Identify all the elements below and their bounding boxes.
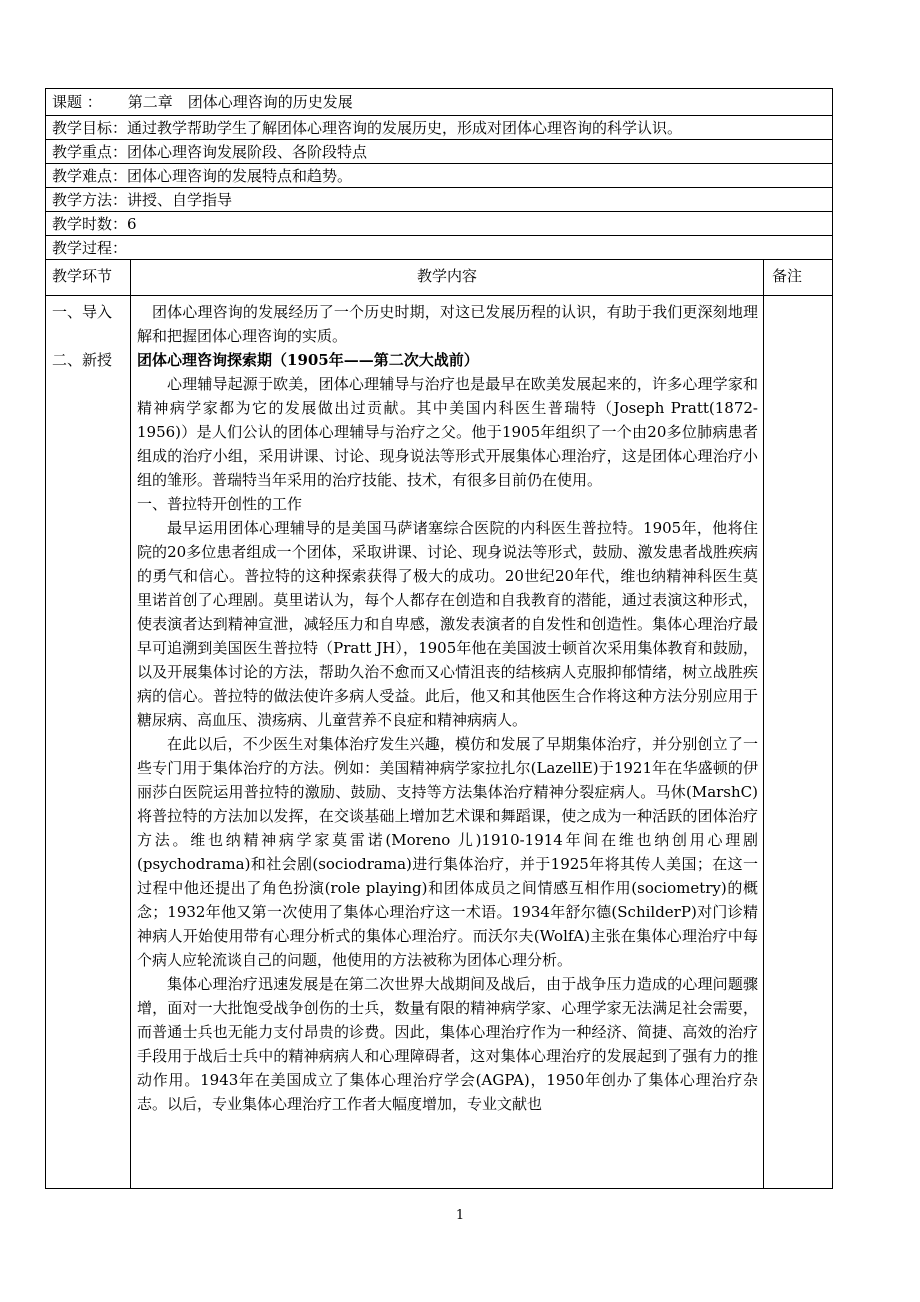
section-heading: 团体心理咨询探索期（1905年——第二次大战前） bbox=[137, 351, 479, 369]
topic-label: 课题 ： bbox=[52, 93, 102, 111]
paragraph-1: 心理辅导起源于欧美，团体心理辅导与治疗也是最早在欧美发展起来的，许多心理学家和精神病学家都为它的发展做出过贡献。其中美国内科医生普瑞特（Joseph Pratt(1872-1956)）是人们公认的团体心理辅导与治疗之父。他于1905年组织了一个由20多位肺病患者组成的治疗小组，采用讲课、讨论、现身说法等形式开展集体心理治疗，这是团体心理治疗小组的雏形。普瑞特当年采用的治疗技能、技术，有很多目前仍在使用。 bbox=[137, 375, 758, 489]
stage-intro: 一、导入 bbox=[52, 303, 113, 321]
key-points-row: 教学重点：团体心理咨询发展阶段、各阶段特点 bbox=[46, 140, 832, 164]
stage-new-lesson: 二、新授 bbox=[52, 351, 113, 369]
col-header-content: 教学内容 bbox=[131, 260, 764, 295]
hours-row: 教学时数：6 bbox=[46, 212, 832, 236]
page-number: 1 bbox=[455, 1208, 465, 1223]
stage-cell bbox=[46, 296, 131, 1188]
goal-row: 教学目标：通过教学帮助学生了解团体心理咨询的发展历史，形成对团体心理咨询的科学认识。 bbox=[46, 116, 832, 140]
content-row bbox=[46, 296, 832, 1188]
column-header-row bbox=[46, 260, 832, 296]
difficulties-row: 教学难点：团体心理咨询的发展特点和趋势。 bbox=[46, 164, 832, 188]
paragraph-3: 在此以后，不少医生对集体治疗发生兴趣，模仿和发展了早期集体治疗，并分别创立了一些专门用于集体治疗的方法。例如：美国精神病学家拉扎尔(LazellE)于1921年在华盛顿的伊丽莎白医院运用普拉特的激励、鼓励、支持等方法集体治疗精神分裂症病人。马休(MarshC)将普拉特的方法加以发挥，在交谈基础上增加艺术课和舞蹈课，使之成为一种活跃的团体治疗方法。维也纳精神病学家莫雷诺(Moreno 儿)1910-1914年间在维也纳创用心理剧(psychodrama)和社会剧(sociodrama)进行集体治疗，并于1925年将其传人美国；在这一过程中他还提出了角色扮演(role playing)和团体成员之间情感互相作用(sociometry)的概念；1932年他又第一次使用了集体心理治疗这一术语。1934年舒尔德(SchilderP)对门诊精神病人开始使用带有心理分析式的集体心理治疗。而沃尔夫(WolfA)主张在集体心理治疗中每个病人应轮流谈自己的问题，他使用的方法被称为团体心理分析。 bbox=[137, 735, 758, 969]
topic-value: 第二章 团体心理咨询的历史发展 bbox=[127, 93, 353, 111]
process-row: 教学过程： bbox=[46, 236, 832, 260]
paragraph-4: 集体心理治疗迅速发展是在第二次世界大战期间及战后，由于战争压力造成的心理问题骤增，面对一大批饱受战争创伤的士兵，数量有限的精神病学家、心理学家无法满足社会需要，而普通士兵也无能力支付昂贵的诊费。因此，集体心理治疗作为一种经济、简捷、高效的治疗手段用于战后士兵中的精神病病人和心理障碍者，这对集体心理治疗的发展起到了强有力的推动作用。1943年在美国成立了集体心理治疗学会(AGPA)，1950年创办了集体心理治疗杂志。以后，专业集体心理治疗工作者大幅度增加，专业文献也 bbox=[137, 975, 758, 1113]
lesson-plan-table bbox=[45, 88, 833, 1189]
content-cell bbox=[131, 296, 764, 1188]
intro-paragraph: 团体心理咨询的发展经历了一个历史时期，对这已发展历程的认识，有助于我们更深刻地理解和把握团体心理咨询的实质。 bbox=[137, 303, 758, 345]
subheading: 一、普拉特开创性的工作 bbox=[137, 495, 303, 513]
topic-row bbox=[46, 89, 832, 116]
notes-cell bbox=[764, 296, 832, 1188]
methods-row: 教学方法：讲授、自学指导 bbox=[46, 188, 832, 212]
col-header-stage: 教学环节 bbox=[46, 260, 131, 295]
col-header-notes: 备注 bbox=[772, 267, 803, 285]
paragraph-2: 最早运用团体心理辅导的是美国马萨诸塞综合医院的内科医生普拉特。1905年，他将住院的20多位患者组成一个团体，采取讲课、讨论、现身说法等形式，鼓励、激发患者战胜疾病的勇气和信心。普拉特的这种探索获得了极大的成功。20世纪20年代，维也纳精神科医生莫里诺首创了心理剧。莫里诺认为，每个人都存在创造和自我教育的潜能，通过表演这种形式，使表演者达到精神宣泄，减轻压力和自卑感，激发表演者的自发性和创造性。集体心理治疗最早可追溯到美国医生普拉特（Pratt JH），1905年他在美国波士顿首次采用集体教育和鼓励，以及开展集体讨论的方法，帮助久治不愈而又心情沮丧的结核病人克服抑郁情绪，树立战胜疾病的信心。普拉特的做法使许多病人受益。此后，他又和其他医生合作将这种方法分别应用于糖尿病、高血压、溃疡病、儿童营养不良症和精神病病人。 bbox=[137, 519, 758, 729]
